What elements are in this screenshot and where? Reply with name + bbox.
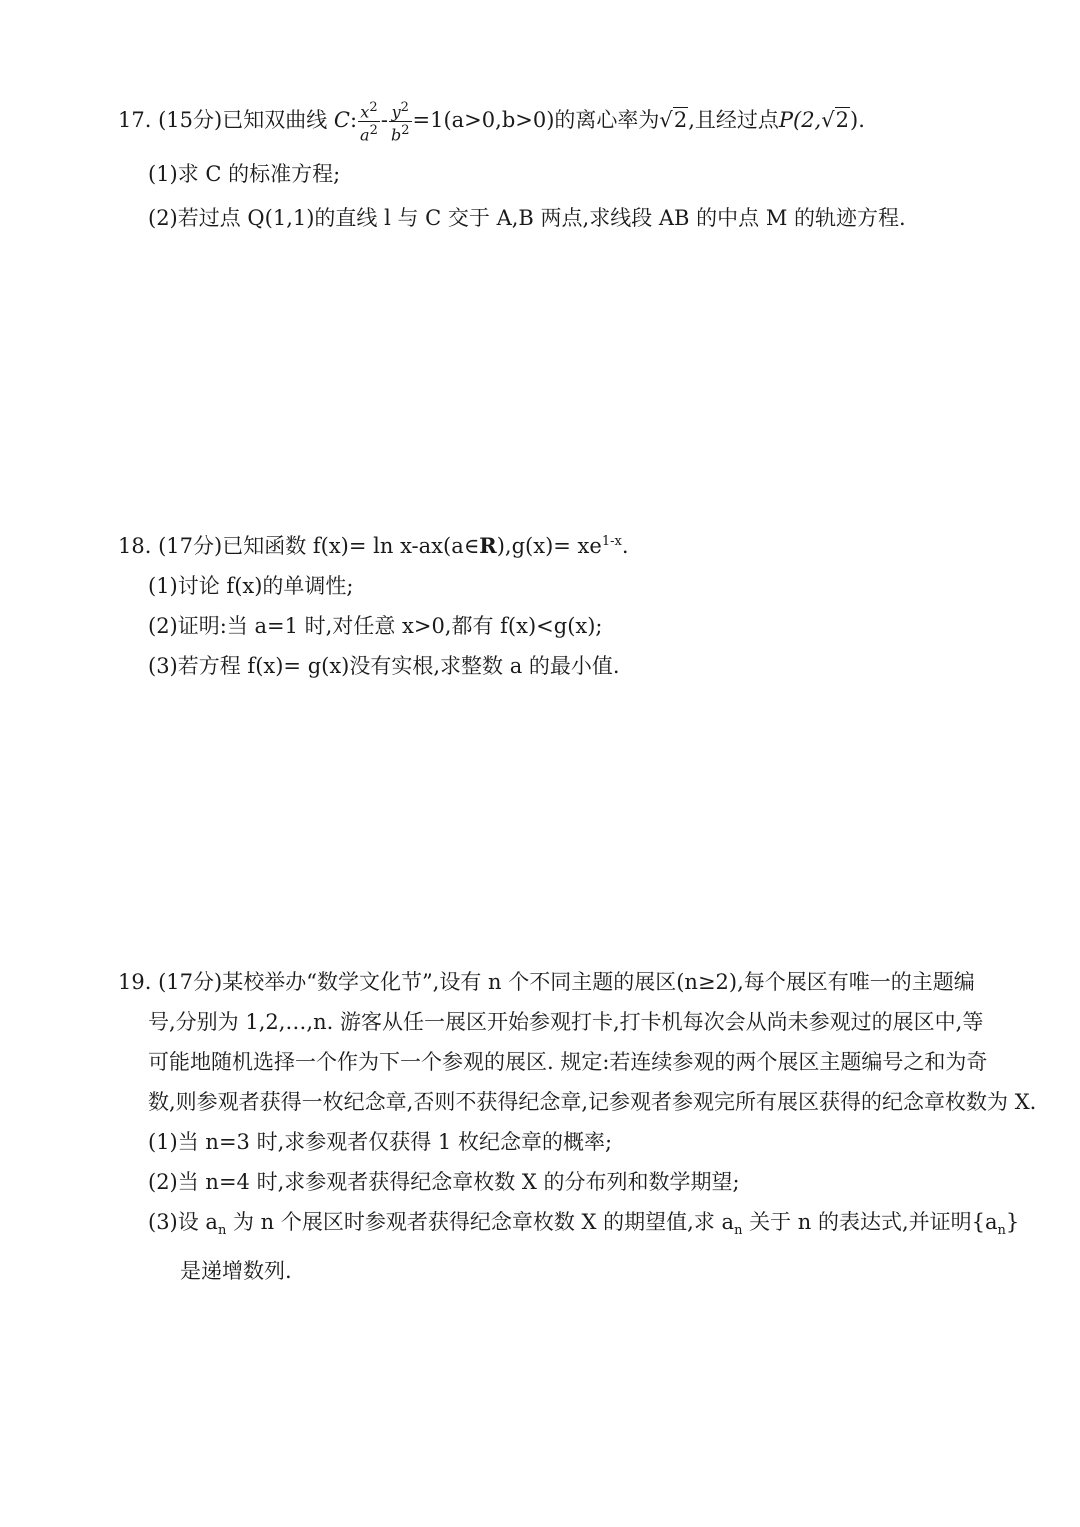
real-numbers-symbol: R [479,533,497,558]
radicand: 2 [835,108,849,132]
subscript: n [997,1223,1006,1239]
exponent: 2 [400,99,409,115]
subscript: n [217,1223,227,1239]
exponent: 1-x [601,534,622,549]
subquestion-2: (2)证明:当 a=1 时,对任意 x>0,都有 f(x)<g(x); [148,614,603,638]
denominator: a [360,125,370,145]
problem-18 [118,528,958,680]
exponent: 2 [401,123,410,138]
problem-score: (17分) [158,970,223,994]
subscript: n [734,1223,743,1239]
problem-text: 为 n 个展区时参观者获得纪念章枚数 X 的期望值,求 a [226,1210,735,1234]
problem-19-stem-line-2: 号,分别为 1,2,…,n. 游客从任一展区开始参观打卡,打卡机每次会从尚未参观过的展区中,等 [148,1010,984,1034]
numerator: x [360,102,370,121]
problem-text: . [621,534,629,558]
problem-18-stem [118,528,958,560]
problem-text: ),g(x)= xe [496,534,602,558]
problem-score: (17分) [158,534,223,558]
subquestion-1: (1)求 C 的标准方程; [148,162,341,186]
exponent: 2 [369,123,378,138]
exponent: 2 [369,99,378,115]
problem-19-stem-line-4: 数,则参观者获得一枚纪念章,否则不获得纪念章,记参观者参观完所有展区获得的纪念章枚数为 X. [148,1090,1037,1114]
point-label: P(2, [778,108,822,132]
problem-text: =1(a>0,b>0)的离心率为 [412,108,660,132]
problem-score: (15分) [158,108,223,132]
problem-text: } [1005,1210,1020,1234]
problem-19 [118,968,1037,1285]
problem-number: 17. [118,108,152,132]
problem-text: ,且经过点 [688,108,779,132]
math-symbol: - [380,108,388,132]
subquestion-2: (2)若过点 Q(1,1)的直线 l 与 C 交于 A,B 两点,求线段 AB 的中点 M 的轨迹方程. [148,206,906,230]
sqrt-expression: √2 [659,108,688,132]
problem-text: ). [850,108,865,132]
subquestion-1: (1)讨论 f(x)的单调性; [148,574,354,598]
subquestion-3-continued: 是递增数列. [180,1259,292,1284]
subquestion-3 [118,1208,1020,1245]
problem-text: 已知函数 f(x)= ln x-ax(a∈ [222,534,480,558]
problem-19-stem-line-3: 可能地随机选择一个作为下一个参观的展区. 规定:若连续参观的两个展区主题编号之和为奇 [148,1050,988,1074]
problem-text: 已知双曲线 [222,108,328,132]
problem-number: 18. [118,534,152,558]
sqrt-expression: √2 [821,108,849,132]
math-symbol: : [349,108,358,132]
problem-17 [118,90,958,232]
subquestion-2: (2)当 n=4 时,求参观者获得纪念章枚数 X 的分布列和数学期望; [148,1170,740,1194]
radicand: 2 [673,108,688,132]
subquestion-3: (3)若方程 f(x)= g(x)没有实根,求整数 a 的最小值. [148,654,620,678]
problem-text: 某校举办“数学文化节”,设有 n 个不同主题的展区(n≥2),每个展区有唯一的主题编 [222,970,975,994]
denominator: b [390,125,402,145]
problem-text: (3)设 a [148,1210,218,1234]
problem-text: 关于 n 的表达式,并证明{a [742,1210,998,1234]
problem-19-stem-line-1 [118,968,975,996]
fraction-x2-a2 [358,99,380,145]
numerator: y [391,102,401,121]
fraction-y2-b2 [389,99,412,145]
problem-17-stem [118,90,958,150]
math-symbol: C [333,108,350,132]
subquestion-1: (1)当 n=3 时,求参观者仅获得 1 枚纪念章的概率; [148,1130,613,1154]
problem-number: 19. [118,970,152,994]
